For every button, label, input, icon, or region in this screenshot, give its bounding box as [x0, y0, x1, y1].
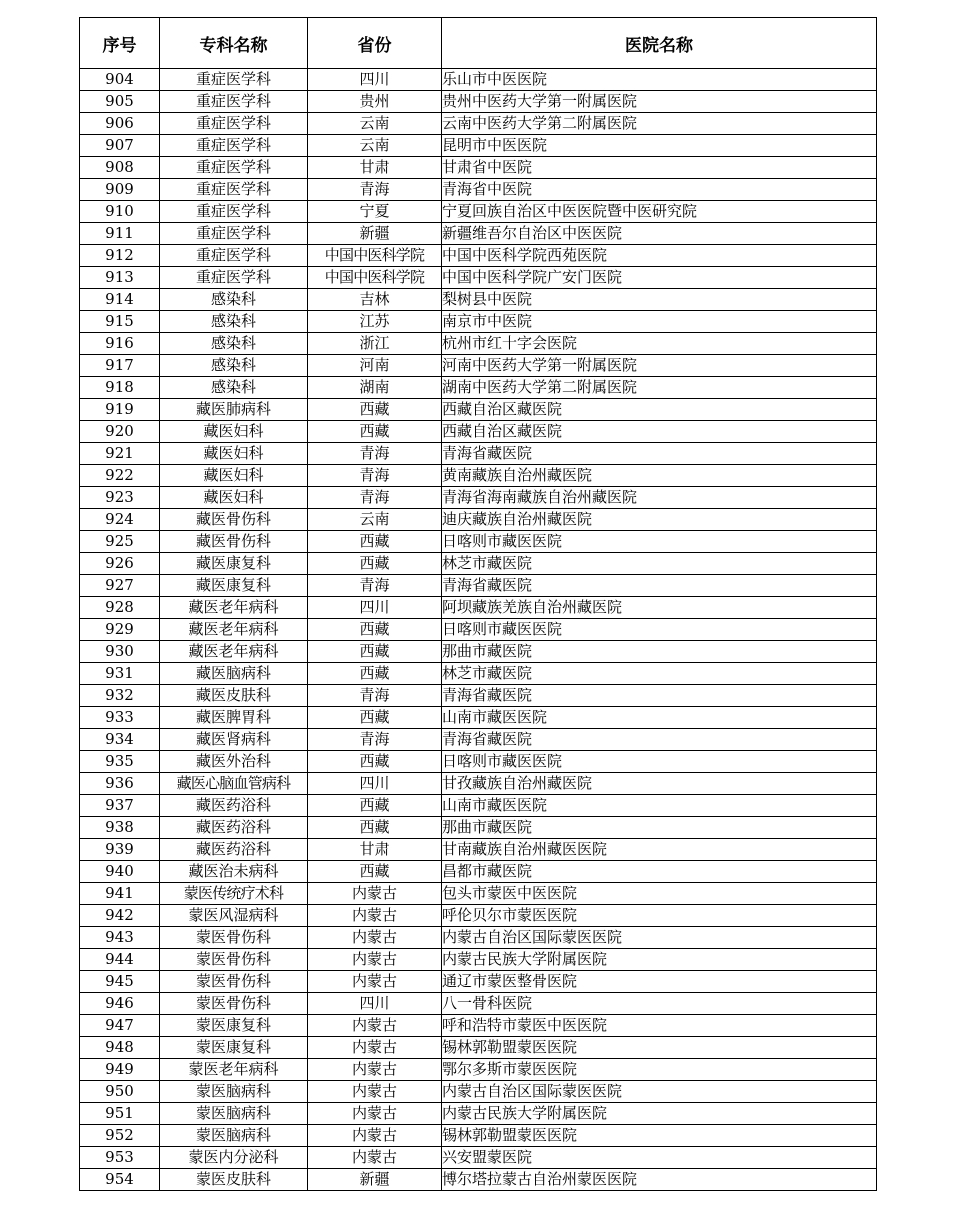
cell-province: 西藏 [308, 751, 442, 773]
cell-province: 内蒙古 [308, 927, 442, 949]
cell-hospital-name: 云南中医药大学第二附属医院 [442, 113, 877, 135]
cell-serial-number: 921 [80, 443, 160, 465]
cell-specialty-name: 重症医学科 [160, 135, 308, 157]
cell-serial-number: 930 [80, 641, 160, 663]
cell-hospital-name: 杭州市红十字会医院 [442, 333, 877, 355]
cell-serial-number: 951 [80, 1103, 160, 1125]
cell-province: 青海 [308, 575, 442, 597]
cell-hospital-name: 青海省藏医院 [442, 729, 877, 751]
table-row [80, 795, 877, 817]
cell-serial-number: 911 [80, 223, 160, 245]
cell-province: 内蒙古 [308, 949, 442, 971]
cell-serial-number: 929 [80, 619, 160, 641]
table-row [80, 531, 877, 553]
cell-hospital-name: 乐山市中医医院 [442, 69, 877, 91]
cell-province: 内蒙古 [308, 1125, 442, 1147]
table-row [80, 663, 877, 685]
cell-province: 内蒙古 [308, 1081, 442, 1103]
header-hospital-name: 医院名称 [442, 18, 877, 69]
cell-serial-number: 935 [80, 751, 160, 773]
cell-serial-number: 912 [80, 245, 160, 267]
cell-hospital-name: 那曲市藏医院 [442, 641, 877, 663]
cell-serial-number: 931 [80, 663, 160, 685]
cell-specialty-name: 蒙医传统疗术科 [160, 883, 308, 905]
cell-serial-number: 904 [80, 69, 160, 91]
cell-hospital-name: 青海省藏医院 [442, 685, 877, 707]
cell-serial-number: 907 [80, 135, 160, 157]
table-row [80, 575, 877, 597]
cell-province: 青海 [308, 685, 442, 707]
table-row [80, 773, 877, 795]
cell-province: 新疆 [308, 223, 442, 245]
cell-hospital-name: 甘肃省中医院 [442, 157, 877, 179]
table-row [80, 1037, 877, 1059]
cell-specialty-name: 藏医老年病科 [160, 641, 308, 663]
cell-specialty-name: 藏医外治科 [160, 751, 308, 773]
cell-hospital-name: 内蒙古自治区国际蒙医医院 [442, 1081, 877, 1103]
cell-specialty-name: 藏医药浴科 [160, 839, 308, 861]
cell-serial-number: 928 [80, 597, 160, 619]
cell-specialty-name: 藏医妇科 [160, 443, 308, 465]
cell-province: 西藏 [308, 663, 442, 685]
cell-province: 甘肃 [308, 157, 442, 179]
cell-specialty-name: 藏医药浴科 [160, 817, 308, 839]
cell-hospital-name: 内蒙古民族大学附属医院 [442, 1103, 877, 1125]
cell-specialty-name: 蒙医皮肤科 [160, 1169, 308, 1191]
cell-province: 内蒙古 [308, 1147, 442, 1169]
cell-specialty-name: 藏医康复科 [160, 553, 308, 575]
cell-serial-number: 913 [80, 267, 160, 289]
table-row [80, 927, 877, 949]
cell-hospital-name: 贵州中医药大学第一附属医院 [442, 91, 877, 113]
cell-province: 云南 [308, 113, 442, 135]
cell-province: 中国中医科学院 [308, 245, 442, 267]
table-row [80, 751, 877, 773]
cell-specialty-name: 蒙医老年病科 [160, 1059, 308, 1081]
cell-province: 贵州 [308, 91, 442, 113]
cell-province: 中国中医科学院 [308, 267, 442, 289]
cell-province: 内蒙古 [308, 905, 442, 927]
cell-hospital-name: 那曲市藏医院 [442, 817, 877, 839]
cell-hospital-name: 迪庆藏族自治州藏医院 [442, 509, 877, 531]
table-row [80, 355, 877, 377]
table-row [80, 509, 877, 531]
cell-serial-number: 915 [80, 311, 160, 333]
cell-serial-number: 918 [80, 377, 160, 399]
table-row [80, 729, 877, 751]
cell-province: 西藏 [308, 531, 442, 553]
cell-province: 河南 [308, 355, 442, 377]
cell-hospital-name: 日喀则市藏医医院 [442, 751, 877, 773]
cell-hospital-name: 锡林郭勒盟蒙医医院 [442, 1037, 877, 1059]
header-specialty-name: 专科名称 [160, 18, 308, 69]
cell-province: 内蒙古 [308, 1015, 442, 1037]
cell-province: 内蒙古 [308, 883, 442, 905]
cell-hospital-name: 锡林郭勒盟蒙医医院 [442, 1125, 877, 1147]
cell-serial-number: 953 [80, 1147, 160, 1169]
cell-hospital-name: 包头市蒙医中医医院 [442, 883, 877, 905]
cell-specialty-name: 藏医老年病科 [160, 619, 308, 641]
cell-serial-number: 910 [80, 201, 160, 223]
cell-specialty-name: 藏医骨伤科 [160, 509, 308, 531]
cell-hospital-name: 黄南藏族自治州藏医院 [442, 465, 877, 487]
cell-hospital-name: 林芝市藏医院 [442, 553, 877, 575]
table-row [80, 201, 877, 223]
cell-hospital-name: 博尔塔拉蒙古自治州蒙医医院 [442, 1169, 877, 1191]
cell-specialty-name: 蒙医康复科 [160, 1037, 308, 1059]
table-row [80, 399, 877, 421]
cell-specialty-name: 藏医骨伤科 [160, 531, 308, 553]
table-row [80, 1169, 877, 1191]
header-serial-number: 序号 [80, 18, 160, 69]
cell-province: 四川 [308, 69, 442, 91]
cell-specialty-name: 藏医治未病科 [160, 861, 308, 883]
cell-province: 西藏 [308, 817, 442, 839]
cell-serial-number: 916 [80, 333, 160, 355]
cell-serial-number: 950 [80, 1081, 160, 1103]
cell-province: 新疆 [308, 1169, 442, 1191]
cell-province: 西藏 [308, 795, 442, 817]
cell-province: 青海 [308, 729, 442, 751]
cell-specialty-name: 感染科 [160, 377, 308, 399]
cell-province: 内蒙古 [308, 1037, 442, 1059]
cell-specialty-name: 感染科 [160, 355, 308, 377]
cell-serial-number: 942 [80, 905, 160, 927]
cell-hospital-name: 南京市中医院 [442, 311, 877, 333]
cell-province: 甘肃 [308, 839, 442, 861]
cell-serial-number: 927 [80, 575, 160, 597]
cell-serial-number: 922 [80, 465, 160, 487]
table-row [80, 597, 877, 619]
cell-province: 西藏 [308, 399, 442, 421]
cell-hospital-name: 内蒙古自治区国际蒙医医院 [442, 927, 877, 949]
cell-serial-number: 946 [80, 993, 160, 1015]
cell-specialty-name: 感染科 [160, 289, 308, 311]
table-row [80, 421, 877, 443]
cell-hospital-name: 呼伦贝尔市蒙医医院 [442, 905, 877, 927]
cell-specialty-name: 藏医皮肤科 [160, 685, 308, 707]
table-row [80, 905, 877, 927]
cell-province: 内蒙古 [308, 1059, 442, 1081]
table-row [80, 641, 877, 663]
table-row [80, 619, 877, 641]
table-row [80, 157, 877, 179]
cell-serial-number: 943 [80, 927, 160, 949]
cell-province: 西藏 [308, 861, 442, 883]
cell-specialty-name: 重症医学科 [160, 267, 308, 289]
cell-specialty-name: 藏医肺病科 [160, 399, 308, 421]
cell-specialty-name: 感染科 [160, 311, 308, 333]
cell-serial-number: 917 [80, 355, 160, 377]
table-row [80, 443, 877, 465]
cell-specialty-name: 藏医脑病科 [160, 663, 308, 685]
cell-hospital-name: 中国中医科学院西苑医院 [442, 245, 877, 267]
cell-province: 四川 [308, 993, 442, 1015]
cell-specialty-name: 感染科 [160, 333, 308, 355]
cell-specialty-name: 重症医学科 [160, 69, 308, 91]
cell-province: 内蒙古 [308, 971, 442, 993]
cell-hospital-name: 鄂尔多斯市蒙医医院 [442, 1059, 877, 1081]
cell-serial-number: 940 [80, 861, 160, 883]
cell-hospital-name: 湖南中医药大学第二附属医院 [442, 377, 877, 399]
cell-specialty-name: 重症医学科 [160, 223, 308, 245]
cell-serial-number: 908 [80, 157, 160, 179]
cell-specialty-name: 蒙医脑病科 [160, 1125, 308, 1147]
table-body [80, 69, 877, 1191]
cell-specialty-name: 藏医老年病科 [160, 597, 308, 619]
cell-serial-number: 934 [80, 729, 160, 751]
cell-hospital-name: 内蒙古民族大学附属医院 [442, 949, 877, 971]
cell-specialty-name: 重症医学科 [160, 201, 308, 223]
hospital-specialty-table [79, 17, 877, 1191]
cell-serial-number: 954 [80, 1169, 160, 1191]
table-row [80, 949, 877, 971]
cell-hospital-name: 阿坝藏族羌族自治州藏医院 [442, 597, 877, 619]
cell-hospital-name: 甘南藏族自治州藏医医院 [442, 839, 877, 861]
cell-serial-number: 948 [80, 1037, 160, 1059]
cell-serial-number: 941 [80, 883, 160, 905]
cell-hospital-name: 山南市藏医医院 [442, 795, 877, 817]
cell-serial-number: 919 [80, 399, 160, 421]
cell-serial-number: 909 [80, 179, 160, 201]
cell-hospital-name: 西藏自治区藏医院 [442, 421, 877, 443]
table-row [80, 817, 877, 839]
cell-specialty-name: 蒙医骨伤科 [160, 927, 308, 949]
cell-hospital-name: 青海省藏医院 [442, 575, 877, 597]
cell-serial-number: 947 [80, 1015, 160, 1037]
cell-serial-number: 920 [80, 421, 160, 443]
cell-specialty-name: 重症医学科 [160, 179, 308, 201]
cell-specialty-name: 藏医妇科 [160, 421, 308, 443]
cell-serial-number: 926 [80, 553, 160, 575]
table-row [80, 223, 877, 245]
cell-hospital-name: 兴安盟蒙医院 [442, 1147, 877, 1169]
cell-province: 青海 [308, 465, 442, 487]
table-row [80, 685, 877, 707]
cell-serial-number: 938 [80, 817, 160, 839]
cell-serial-number: 923 [80, 487, 160, 509]
cell-hospital-name: 昆明市中医医院 [442, 135, 877, 157]
table-row [80, 465, 877, 487]
cell-province: 四川 [308, 773, 442, 795]
cell-specialty-name: 蒙医骨伤科 [160, 971, 308, 993]
cell-serial-number: 924 [80, 509, 160, 531]
table-row [80, 267, 877, 289]
cell-serial-number: 906 [80, 113, 160, 135]
cell-province: 西藏 [308, 619, 442, 641]
table-row [80, 245, 877, 267]
cell-hospital-name: 日喀则市藏医医院 [442, 619, 877, 641]
cell-hospital-name: 林芝市藏医院 [442, 663, 877, 685]
cell-hospital-name: 中国中医科学院广安门医院 [442, 267, 877, 289]
table-row [80, 333, 877, 355]
cell-province: 内蒙古 [308, 1103, 442, 1125]
cell-province: 云南 [308, 509, 442, 531]
cell-serial-number: 939 [80, 839, 160, 861]
table-row [80, 1125, 877, 1147]
cell-hospital-name: 河南中医药大学第一附属医院 [442, 355, 877, 377]
cell-hospital-name: 日喀则市藏医医院 [442, 531, 877, 553]
table-row [80, 179, 877, 201]
cell-serial-number: 925 [80, 531, 160, 553]
table-row [80, 69, 877, 91]
cell-specialty-name: 重症医学科 [160, 113, 308, 135]
cell-specialty-name: 蒙医骨伤科 [160, 949, 308, 971]
cell-province: 湖南 [308, 377, 442, 399]
cell-serial-number: 937 [80, 795, 160, 817]
cell-specialty-name: 藏医妇科 [160, 465, 308, 487]
cell-province: 西藏 [308, 421, 442, 443]
table-row [80, 289, 877, 311]
cell-specialty-name: 藏医心脑血管病科 [160, 773, 308, 795]
cell-serial-number: 905 [80, 91, 160, 113]
cell-hospital-name: 八一骨科医院 [442, 993, 877, 1015]
cell-province: 青海 [308, 179, 442, 201]
cell-serial-number: 936 [80, 773, 160, 795]
cell-province: 西藏 [308, 707, 442, 729]
cell-specialty-name: 重症医学科 [160, 245, 308, 267]
table-row [80, 135, 877, 157]
cell-province: 四川 [308, 597, 442, 619]
cell-specialty-name: 蒙医内分泌科 [160, 1147, 308, 1169]
cell-province: 青海 [308, 487, 442, 509]
cell-hospital-name: 通辽市蒙医整骨医院 [442, 971, 877, 993]
cell-serial-number: 945 [80, 971, 160, 993]
table-row [80, 1059, 877, 1081]
table-row [80, 1103, 877, 1125]
cell-hospital-name: 昌都市藏医院 [442, 861, 877, 883]
table-row [80, 1147, 877, 1169]
cell-serial-number: 932 [80, 685, 160, 707]
cell-hospital-name: 宁夏回族自治区中医医院暨中医研究院 [442, 201, 877, 223]
cell-specialty-name: 重症医学科 [160, 157, 308, 179]
cell-hospital-name: 梨树县中医院 [442, 289, 877, 311]
table-row [80, 377, 877, 399]
cell-hospital-name: 西藏自治区藏医院 [442, 399, 877, 421]
cell-specialty-name: 重症医学科 [160, 91, 308, 113]
table-row [80, 553, 877, 575]
cell-serial-number: 914 [80, 289, 160, 311]
table-row [80, 707, 877, 729]
cell-specialty-name: 蒙医脑病科 [160, 1081, 308, 1103]
cell-specialty-name: 藏医肾病科 [160, 729, 308, 751]
table-row [80, 91, 877, 113]
cell-province: 浙江 [308, 333, 442, 355]
table-row [80, 311, 877, 333]
cell-specialty-name: 蒙医骨伤科 [160, 993, 308, 1015]
cell-specialty-name: 蒙医康复科 [160, 1015, 308, 1037]
cell-province: 吉林 [308, 289, 442, 311]
table-row [80, 971, 877, 993]
cell-specialty-name: 藏医药浴科 [160, 795, 308, 817]
table-row [80, 883, 877, 905]
table-row [80, 861, 877, 883]
cell-hospital-name: 山南市藏医医院 [442, 707, 877, 729]
cell-serial-number: 944 [80, 949, 160, 971]
cell-specialty-name: 蒙医脑病科 [160, 1103, 308, 1125]
cell-hospital-name: 呼和浩特市蒙医中医医院 [442, 1015, 877, 1037]
table-row [80, 1081, 877, 1103]
cell-serial-number: 949 [80, 1059, 160, 1081]
table-row [80, 839, 877, 861]
table-row [80, 1015, 877, 1037]
cell-hospital-name: 青海省海南藏族自治州藏医院 [442, 487, 877, 509]
cell-province: 青海 [308, 443, 442, 465]
cell-province: 宁夏 [308, 201, 442, 223]
cell-province: 西藏 [308, 553, 442, 575]
cell-hospital-name: 甘孜藏族自治州藏医院 [442, 773, 877, 795]
cell-hospital-name: 青海省中医院 [442, 179, 877, 201]
cell-hospital-name: 青海省藏医院 [442, 443, 877, 465]
cell-serial-number: 933 [80, 707, 160, 729]
table-row [80, 993, 877, 1015]
cell-province: 江苏 [308, 311, 442, 333]
cell-province: 西藏 [308, 641, 442, 663]
cell-hospital-name: 新疆维吾尔自治区中医医院 [442, 223, 877, 245]
cell-specialty-name: 藏医康复科 [160, 575, 308, 597]
header-province: 省份 [308, 18, 442, 69]
cell-specialty-name: 蒙医风湿病科 [160, 905, 308, 927]
table-row [80, 487, 877, 509]
cell-serial-number: 952 [80, 1125, 160, 1147]
cell-specialty-name: 藏医妇科 [160, 487, 308, 509]
table-row [80, 113, 877, 135]
table-header-row [80, 18, 877, 69]
cell-specialty-name: 藏医脾胃科 [160, 707, 308, 729]
cell-province: 云南 [308, 135, 442, 157]
